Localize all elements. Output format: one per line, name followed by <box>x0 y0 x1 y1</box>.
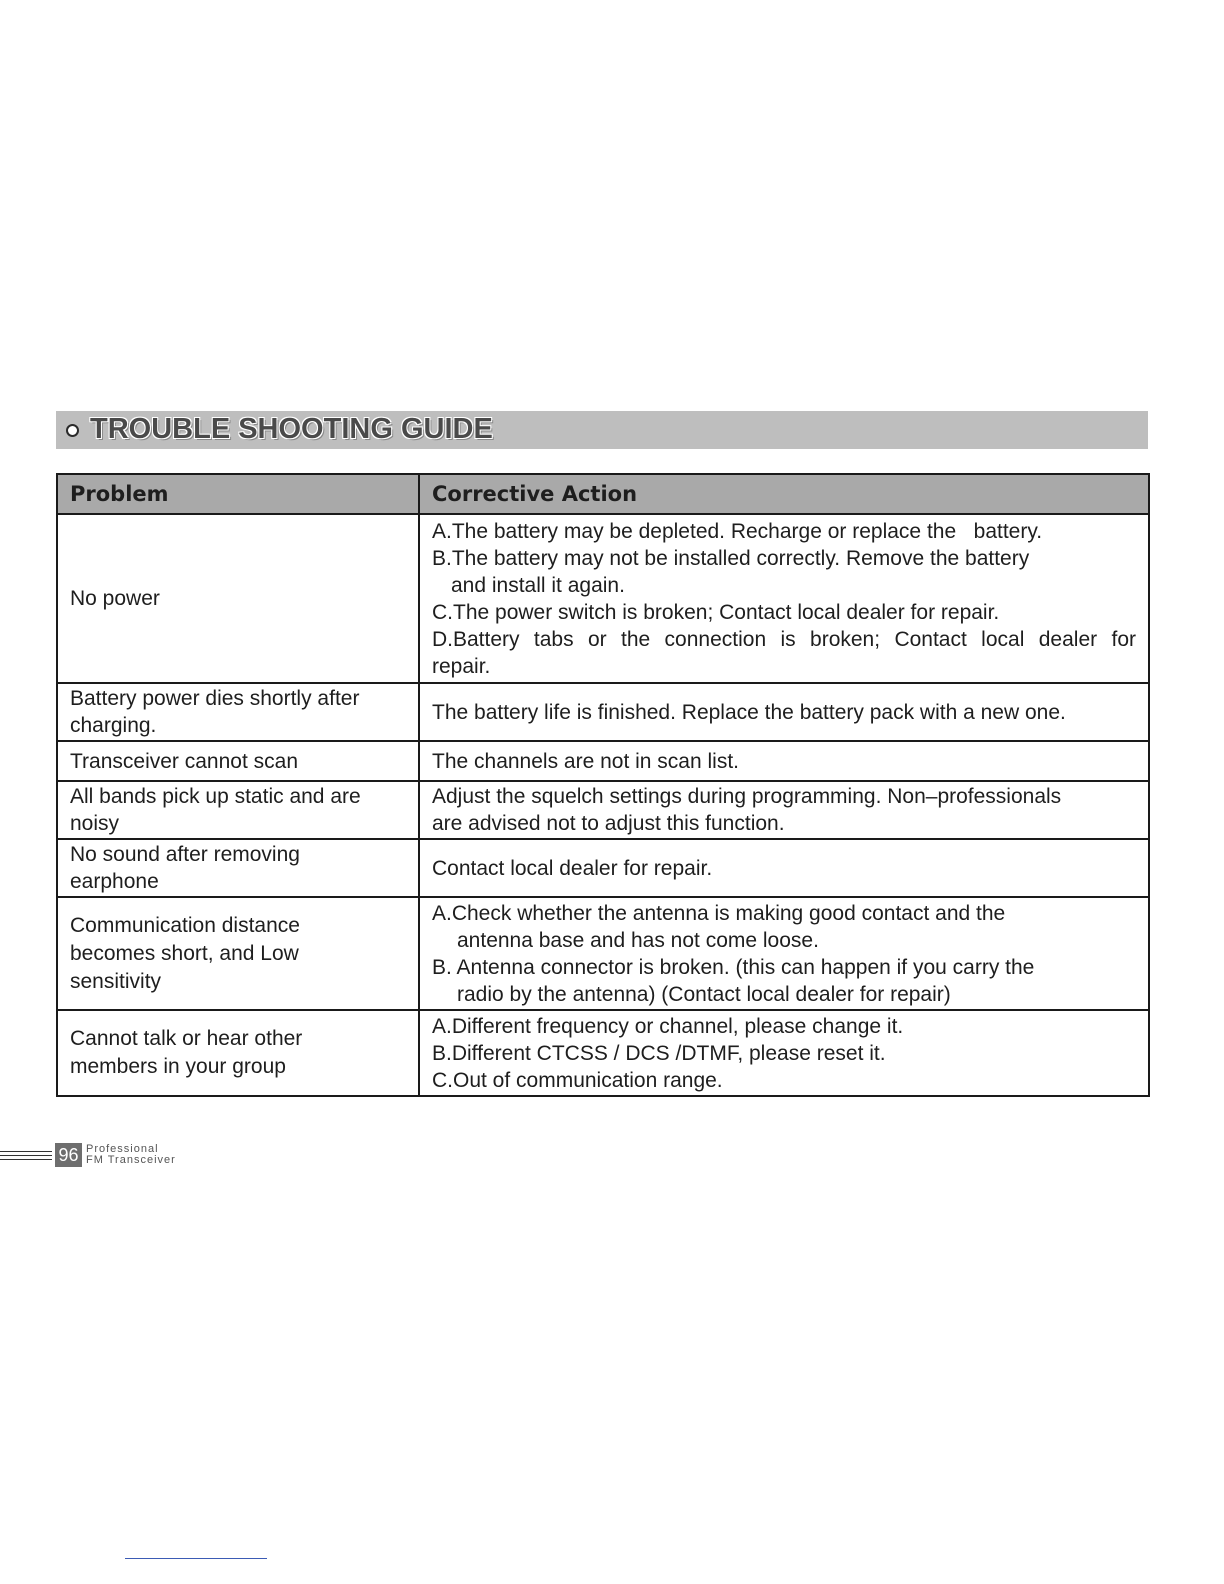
action-line: B.Different CTCSS / DCS /DTMF, please reset it. <box>432 1041 886 1065</box>
header-corrective-action: Corrective Action <box>419 474 1149 514</box>
bottom-rule <box>125 1558 267 1559</box>
action-line: C.The power switch is broken; Contact local dealer for repair. <box>432 600 1000 624</box>
footer-caption <box>86 1144 176 1166</box>
table-row <box>57 741 1149 781</box>
problem-line: earphone <box>70 870 159 893</box>
footer-rule <box>0 1159 52 1160</box>
problem-cell <box>57 897 419 1010</box>
problem-line: members in your group <box>70 1055 286 1078</box>
action-line: radio by the antenna) (Contact local dealer for repair) <box>457 982 951 1006</box>
problem-line: charging. <box>70 714 157 737</box>
problem-line: Cannot talk or hear other <box>70 1027 303 1050</box>
circle-bullet-icon <box>66 424 79 437</box>
problem-line: No sound after removing <box>70 843 300 866</box>
action-line: Adjust the squelch settings during programming. Non–professionals <box>432 785 1062 808</box>
action-cell: Contact local dealer for repair. <box>419 839 1149 897</box>
problem-line: Battery power dies shortly after <box>70 687 360 710</box>
action-cell: The channels are not in scan list. <box>419 741 1149 781</box>
action-line: antenna base and has not come loose. <box>457 928 819 952</box>
action-cell <box>419 514 1149 683</box>
problem-cell: Transceiver cannot scan <box>57 741 419 781</box>
table-row <box>57 1010 1149 1096</box>
footer-rule <box>0 1151 52 1152</box>
page-number: 96 <box>55 1143 82 1167</box>
section-title: TROUBLE SHOOTING GUIDE <box>90 413 493 445</box>
problem-cell <box>57 781 419 839</box>
action-cell <box>419 781 1149 839</box>
footer-line: FM Transceiver <box>86 1154 176 1166</box>
action-line: C.Out of communication range. <box>432 1068 723 1092</box>
problem-line: becomes short, and Low <box>70 941 299 965</box>
problem-line: All bands pick up static and are <box>70 785 361 808</box>
table-row <box>57 897 1149 1010</box>
action-line: D.Battery tabs or the connection is broken; Contact local dealer for <box>432 627 1136 651</box>
table-row <box>57 683 1149 741</box>
footer-rule <box>0 1155 52 1156</box>
action-cell: The battery life is finished. Replace the battery pack with a new one. <box>419 683 1149 741</box>
header-problem: Problem <box>57 474 419 514</box>
action-cell <box>419 1010 1149 1096</box>
action-cell <box>419 897 1149 1010</box>
table-row <box>57 839 1149 897</box>
problem-cell <box>57 683 419 741</box>
table-row <box>57 514 1149 683</box>
action-line: B. Antenna connector is broken. (this can happen if you carry the <box>432 955 1035 979</box>
problem-line: sensitivity <box>70 969 162 993</box>
action-line: and install it again. <box>451 573 625 597</box>
table-row <box>57 781 1149 839</box>
action-line: are advised not to adjust this function. <box>432 812 785 835</box>
action-line: repair. <box>432 654 491 678</box>
problem-line: noisy <box>70 812 120 835</box>
footer-line: Professional <box>86 1143 159 1155</box>
problem-line: Communication distance <box>70 913 300 937</box>
problem-cell <box>57 1010 419 1096</box>
troubleshooting-table <box>56 473 1150 1097</box>
table-header-row <box>57 474 1149 514</box>
problem-cell: No power <box>57 514 419 683</box>
action-line: A.The battery may be depleted. Recharge or replace the battery. <box>432 519 1043 543</box>
page-footer <box>0 1141 200 1171</box>
action-line: B.The battery may not be installed correctly. Remove the battery <box>432 546 1030 570</box>
section-header <box>56 411 1148 449</box>
action-line: A.Different frequency or channel, please change it. <box>432 1014 904 1038</box>
problem-cell <box>57 839 419 897</box>
action-line: A.Check whether the antenna is making good contact and the <box>432 901 1006 925</box>
